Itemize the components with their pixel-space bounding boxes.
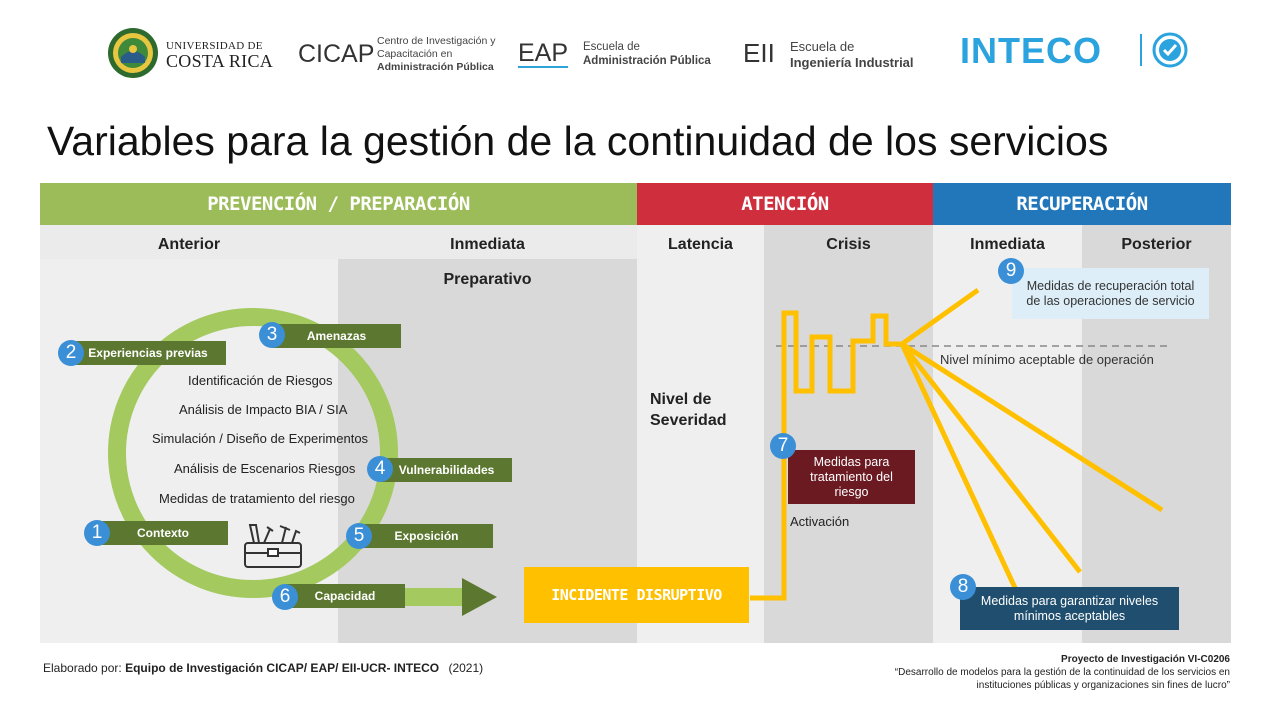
phase-prevencion-header: PREVENCIÓN / PREPARACIÓN — [40, 183, 637, 225]
nivel-severidad-label — [650, 389, 726, 431]
tag-exposicion: Exposición — [360, 524, 493, 548]
col-header-inmediata: Inmediata — [450, 236, 525, 253]
num-badge-2: 2 — [58, 340, 84, 366]
medidas8-line1: Medidas para garantizar niveles — [980, 593, 1159, 608]
tag-capacidad: Capacidad — [285, 584, 405, 608]
medidas7-line2: tratamiento del — [810, 469, 893, 484]
eii-desc-line2: Ingeniería Industrial — [790, 55, 914, 70]
col-header-posterior: Posterior — [1121, 236, 1192, 253]
num-badge-6: 6 — [272, 584, 298, 610]
medidas-recuperacion-box — [1012, 268, 1209, 319]
eii-logo-abbr: EII — [743, 38, 775, 68]
footer-prefix: Elaborado por: — [43, 661, 122, 675]
medidas9-line2: de las operaciones de servicio — [1026, 293, 1195, 308]
footer-project-title: Proyecto de Investigación VI-C0206 — [1061, 654, 1230, 665]
medidas7-line1: Medidas para — [813, 454, 890, 469]
cycle-item-4: Análisis de Escenarios Riesgos — [174, 461, 356, 476]
cicap-desc-line3: Administración Pública — [377, 61, 494, 73]
medidas-tratamiento-box — [788, 450, 915, 504]
footer-year: (2021) — [448, 661, 484, 675]
nivel-minimo-label: Nivel mínimo aceptable de operación — [940, 352, 1154, 367]
ucr-line1: UNIVERSIDAD DE — [166, 40, 263, 52]
ucr-line2: COSTA RICA — [166, 51, 274, 71]
eii-desc-line1: Escuela de — [790, 39, 855, 54]
col-header-rec-inmediata: Inmediata — [970, 236, 1045, 253]
num-badge-3: 3 — [259, 322, 285, 348]
num-badge-1: 1 — [84, 520, 110, 546]
cycle-item-5: Medidas de tratamiento del riesgo — [159, 491, 355, 506]
tag-amenazas: Amenazas — [272, 324, 401, 348]
num-badge-9: 9 — [998, 258, 1024, 284]
cycle-item-2: Análisis de Impacto BIA / SIA — [179, 402, 348, 417]
medidas9-line1: Medidas de recuperación total — [1026, 278, 1195, 293]
nivel-severidad-line1: Nivel de — [650, 391, 712, 408]
col-header-anterior: Anterior — [157, 236, 221, 253]
footer-project-desc2: instituciones públicas y organizaciones sin fines de lucro” — [976, 680, 1230, 691]
cicap-desc-line1: Centro de Investigación y — [377, 35, 496, 47]
tag-vulnerabilidades: Vulnerabilidades — [381, 458, 512, 482]
num-badge-4: 4 — [367, 456, 393, 482]
footer-project — [895, 653, 1230, 692]
eap-desc-line1: Escuela de — [583, 41, 640, 53]
phase-atencion-header: ATENCIÓN — [637, 183, 933, 225]
col-header-crisis: Crisis — [826, 236, 871, 253]
col-header-latencia: Latencia — [668, 236, 733, 253]
medidas8-line2: mínimos aceptables — [1013, 608, 1126, 623]
footer-project-desc1: “Desarrollo de modelos para la gestión de la continuidad de los servicios en — [894, 667, 1230, 678]
inteco-logo: INTECO — [960, 30, 1103, 71]
toolbox-icon — [240, 521, 306, 571]
num-badge-7: 7 — [770, 433, 796, 459]
eap-desc-line2: Administración Pública — [583, 55, 711, 67]
incidente-disruptivo-box: INCIDENTE DISRUPTIVO — [524, 567, 749, 623]
footer-team: Equipo de Investigación CICAP/ EAP/ EII-UCR- INTECO — [125, 661, 440, 675]
preparativo-label: Preparativo — [443, 271, 532, 288]
tag-experiencias-previas: Experiencias previas — [70, 341, 226, 365]
cycle-item-3: Simulación / Diseño de Experimentos — [152, 431, 369, 446]
page-title: Variables para la gestión de la continuidad de los servicios — [47, 118, 1109, 164]
cycle-item-1: Identificación de Riesgos — [188, 373, 333, 388]
phase-recuperacion-header: RECUPERACIÓN — [933, 183, 1231, 225]
medidas-niveles-minimos-box — [960, 587, 1179, 630]
num-badge-5: 5 — [346, 523, 372, 549]
cicap-logo-abbr: CICAP — [298, 40, 375, 68]
eap-logo-abbr: EAP — [518, 39, 569, 67]
tag-contexto: Contexto — [98, 521, 228, 545]
footer-credits — [43, 661, 483, 675]
cicap-desc-line2: Capacitación en — [377, 48, 453, 60]
nivel-severidad-line2: Severidad — [650, 412, 727, 429]
medidas7-line3: riesgo — [834, 484, 869, 499]
activacion-label: Activación — [790, 514, 850, 529]
flow-arrow-head — [462, 578, 497, 616]
num-badge-8: 8 — [950, 574, 976, 600]
recovery-line-1 — [902, 290, 978, 344]
